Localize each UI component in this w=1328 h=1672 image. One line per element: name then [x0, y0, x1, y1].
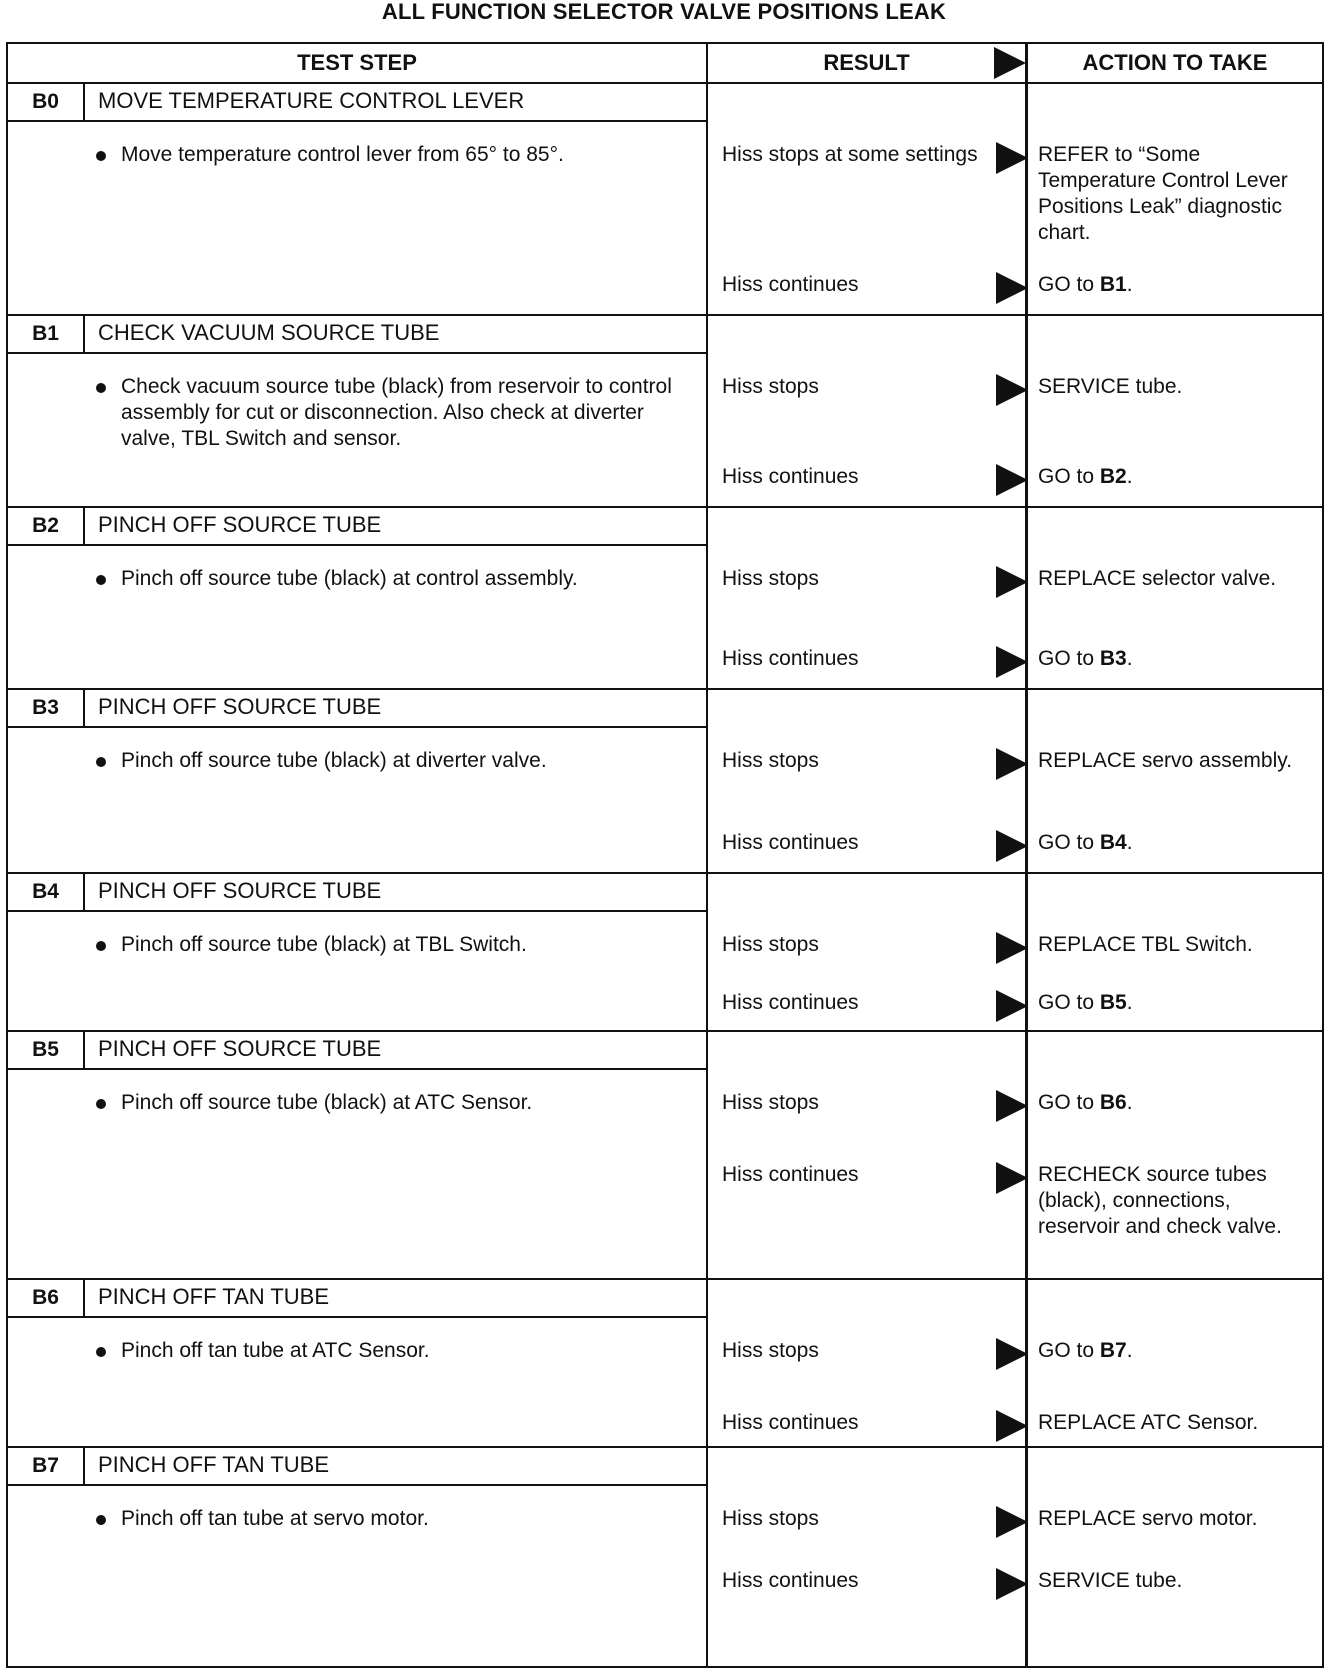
outcome-row: [8, 1568, 1322, 1598]
outcome-row: [8, 1410, 1322, 1440]
step-header: [8, 1032, 708, 1070]
step-header: [8, 84, 708, 122]
test-step-block: [8, 874, 1322, 1032]
instruction-text: Pinch off source tube (black) at ATC Sensor.: [121, 1091, 533, 1114]
action-text: [1038, 830, 1318, 856]
arrow-icon: [996, 1568, 1028, 1600]
step-id: B7: [8, 1448, 85, 1484]
result-text: Hiss continues: [722, 273, 859, 296]
goto-step-ref: B5: [1099, 991, 1127, 1014]
outcome-row: [8, 142, 1322, 244]
outcome-row: [8, 1162, 1322, 1238]
arrow-icon: [996, 1090, 1028, 1122]
outcome-row: [8, 646, 1322, 676]
arrow-icon: [996, 932, 1028, 964]
arrow-icon: [996, 272, 1028, 304]
outcome-row: [8, 464, 1322, 494]
test-step-block: [8, 1448, 1322, 1666]
result-text: Hiss continues: [722, 1569, 859, 1592]
action-text: [1038, 646, 1318, 672]
result-text: Hiss continues: [722, 991, 859, 1014]
result-column: [708, 1448, 1028, 1666]
header-result: [708, 44, 1028, 84]
step-header: [8, 508, 708, 546]
instruction-text: Pinch off tan tube at servo motor.: [121, 1507, 429, 1530]
action-text: REPLACE servo assembly.: [1038, 749, 1293, 772]
outcome-row: [8, 748, 1322, 778]
action-prefix: GO to: [1038, 465, 1100, 488]
outcome-row: [8, 1090, 1322, 1120]
result-text: Hiss stops: [722, 933, 819, 956]
result-text: Hiss stops: [722, 375, 819, 398]
instruction-text: Pinch off source tube (black) at TBL Switch.: [121, 933, 527, 956]
step-header: [8, 1448, 708, 1486]
step-title: PINCH OFF TAN TUBE: [98, 1284, 330, 1309]
goto-step-ref: B6: [1099, 1091, 1127, 1114]
step-header: [8, 1280, 708, 1318]
test-step-block: [8, 690, 1322, 874]
step-title: PINCH OFF SOURCE TUBE: [98, 512, 382, 537]
result-text: Hiss stops: [722, 1507, 819, 1530]
test-step-block: [8, 508, 1322, 690]
outcome-row: [8, 272, 1322, 302]
step-id: B5: [8, 1032, 85, 1068]
action-column: [1028, 1032, 1322, 1278]
result-text: Hiss stops: [722, 749, 819, 772]
goto-step-ref: B3: [1099, 647, 1127, 670]
action-text: [1038, 464, 1318, 490]
header-action: ACTION TO TAKE: [1028, 44, 1322, 84]
action-prefix: GO to: [1038, 831, 1100, 854]
step-id: B0: [8, 84, 85, 120]
step-title: PINCH OFF SOURCE TUBE: [98, 878, 382, 903]
result-text: Hiss continues: [722, 465, 859, 488]
action-suffix: .: [1126, 273, 1133, 296]
action-text: SERVICE tube.: [1038, 375, 1183, 398]
action-text: REFER to “Some Temperature Control Lever Positions Leak” diagnostic chart.: [1038, 143, 1288, 244]
result-text: Hiss continues: [722, 1411, 859, 1434]
action-prefix: GO to: [1038, 1339, 1100, 1362]
step-title: CHECK VACUUM SOURCE TUBE: [98, 320, 440, 345]
test-step-block: [8, 1280, 1322, 1448]
goto-step-ref: B2: [1099, 465, 1127, 488]
result-text: Hiss stops: [722, 1339, 819, 1362]
result-text: Hiss stops: [722, 1091, 819, 1114]
step-title: PINCH OFF TAN TUBE: [98, 1452, 330, 1477]
step-id: B1: [8, 316, 85, 352]
page-title: ALL FUNCTION SELECTOR VALVE POSITIONS LEAK: [381, 0, 947, 24]
goto-step-ref: B1: [1099, 273, 1127, 296]
arrow-icon: [996, 990, 1028, 1022]
instruction-text: Pinch off source tube (black) at control assembly.: [121, 567, 578, 590]
outcome-row: [8, 1506, 1322, 1536]
header-test-step: TEST STEP: [8, 44, 708, 84]
arrow-icon: [996, 1338, 1028, 1370]
result-text: Hiss continues: [722, 1163, 859, 1186]
action-text: [1038, 1090, 1318, 1116]
instruction-text: Pinch off source tube (black) at diverter valve.: [121, 749, 547, 772]
outcome-row: [8, 830, 1322, 860]
arrow-icon: [996, 1410, 1028, 1442]
diagnostic-chart: [6, 42, 1324, 1668]
action-prefix: GO to: [1038, 991, 1100, 1014]
action-text: [1038, 272, 1318, 298]
action-prefix: GO to: [1038, 647, 1100, 670]
action-text: RECHECK source tubes (black), connections, reservoir and check valve.: [1038, 1163, 1282, 1238]
step-title: MOVE TEMPERATURE CONTROL LEVER: [98, 88, 525, 113]
action-text: [1038, 1338, 1318, 1364]
action-suffix: .: [1126, 991, 1133, 1014]
result-text: Hiss stops at some settings: [722, 143, 978, 166]
step-title: PINCH OFF SOURCE TUBE: [98, 694, 382, 719]
arrow-icon: [996, 464, 1028, 496]
action-text: REPLACE TBL Switch.: [1038, 933, 1253, 956]
action-prefix: GO to: [1038, 273, 1100, 296]
arrow-icon: [996, 374, 1028, 406]
step-header: [8, 316, 708, 354]
result-column: [708, 1032, 1028, 1278]
action-suffix: .: [1126, 1339, 1133, 1362]
step-id: B6: [8, 1280, 85, 1316]
step-header: [8, 874, 708, 912]
action-suffix: .: [1126, 1091, 1133, 1114]
outcome-row: [8, 990, 1322, 1020]
test-step-block: [8, 316, 1322, 508]
arrow-icon: [996, 566, 1028, 598]
outcome-row: [8, 374, 1322, 404]
action-text: REPLACE servo motor.: [1038, 1507, 1258, 1530]
instruction-text: Check vacuum source tube (black) from reservoir to control assembly for cut or disconnection. Also check at diverter valve, TBL Switch and sensor.: [121, 375, 672, 450]
test-step-block: [8, 1032, 1322, 1280]
result-text: Hiss stops: [722, 567, 819, 590]
step-header: [8, 690, 708, 728]
outcome-row: [8, 932, 1322, 962]
action-text: SERVICE tube.: [1038, 1569, 1183, 1592]
arrow-icon: [996, 1506, 1028, 1538]
arrow-icon: [996, 142, 1028, 174]
step-id: B4: [8, 874, 85, 910]
header-result-label: RESULT: [823, 50, 910, 75]
header-arrow-icon: [994, 47, 1026, 79]
action-text: REPLACE ATC Sensor.: [1038, 1411, 1259, 1434]
action-suffix: .: [1126, 647, 1133, 670]
outcome-row: [8, 566, 1322, 596]
action-prefix: GO to: [1038, 1091, 1100, 1114]
arrow-icon: [996, 830, 1028, 862]
arrow-icon: [996, 748, 1028, 780]
arrow-icon: [996, 1162, 1028, 1194]
action-column: [1028, 1448, 1322, 1666]
result-text: Hiss continues: [722, 831, 859, 854]
instruction-text: Move temperature control lever from 65° to 85°.: [121, 143, 564, 166]
step-id: B3: [8, 690, 85, 726]
action-suffix: .: [1126, 465, 1133, 488]
action-text: REPLACE selector valve.: [1038, 567, 1277, 590]
goto-step-ref: B7: [1099, 1339, 1127, 1362]
action-text: [1038, 990, 1318, 1016]
goto-step-ref: B4: [1099, 831, 1127, 854]
arrow-icon: [996, 646, 1028, 678]
result-text: Hiss continues: [722, 647, 859, 670]
step-title: PINCH OFF SOURCE TUBE: [98, 1036, 382, 1061]
instruction-text: Pinch off tan tube at ATC Sensor.: [121, 1339, 430, 1362]
outcome-row: [8, 1338, 1322, 1368]
step-id: B2: [8, 508, 85, 544]
action-suffix: .: [1126, 831, 1133, 854]
test-step-block: [8, 84, 1322, 316]
